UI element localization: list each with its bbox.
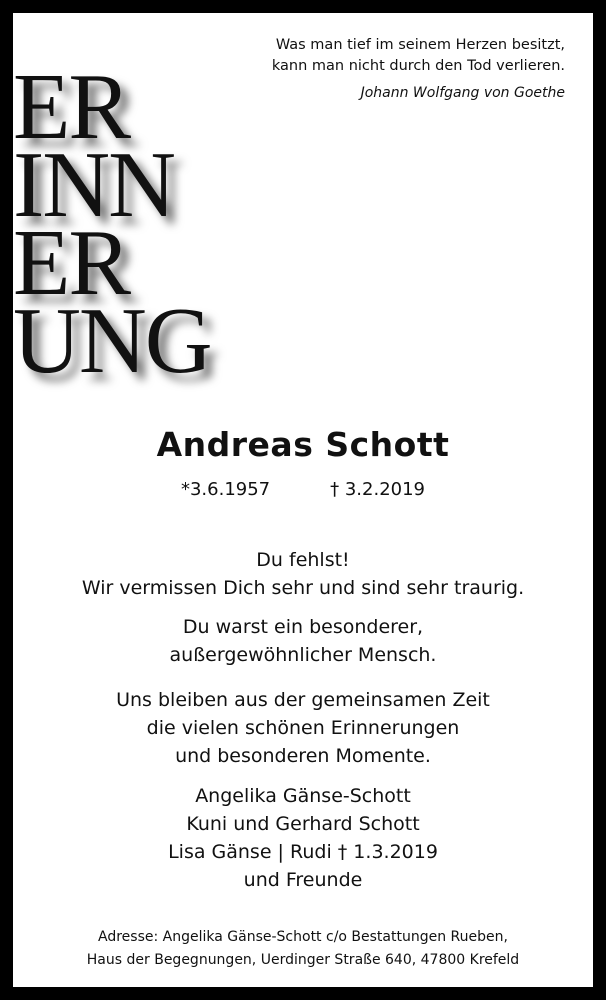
signatory: und Freunde: [243, 869, 363, 891]
headline-line-4: UNG: [13, 289, 211, 393]
erinnerung-headline: [13, 55, 211, 393]
headline-line-1: ER: [13, 55, 130, 159]
paragraph-line: außergewöhnlicher Mensch.: [169, 644, 437, 666]
address-line-1: Adresse: Angelika Gänse-Schott c/o Bestattungen Rueben,: [98, 929, 508, 945]
deceased-name: Andreas Schott: [156, 425, 450, 464]
paragraph-line: Du fehlst!: [256, 549, 350, 571]
birth-date: *3.6.1957: [180, 479, 271, 500]
goethe-quote: [235, 35, 565, 104]
signatory: Lisa Gänse | Rudi † 1.3.2019: [168, 841, 438, 863]
headline-line-2: INN: [13, 133, 175, 237]
paragraph-line: Du warst ein besonderer,: [182, 616, 424, 638]
paragraph-1: [13, 546, 593, 602]
paragraph-line: Uns bleiben aus der gemeinsamen Zeit: [116, 689, 490, 711]
signatory: Kuni und Gerhard Schott: [186, 813, 420, 835]
paragraph-3: [13, 686, 593, 770]
life-dates: [13, 479, 593, 500]
quote-line-1: Was man tief im seinem Herzen besitzt,: [275, 37, 565, 53]
address-block: [13, 926, 593, 972]
paragraph-line: Wir vermissen Dich sehr und sind sehr traurig.: [81, 577, 525, 599]
quote-line-2: kann man nicht durch den Tod verlieren.: [271, 58, 565, 74]
signatories: [13, 782, 593, 894]
headline-line-3: ER: [13, 211, 130, 315]
paragraph-2: [13, 613, 593, 669]
paragraph-line: und besonderen Momente.: [175, 745, 431, 767]
paragraph-line: die vielen schönen Erinnerungen: [146, 717, 460, 739]
address-line-2: Haus der Begegnungen, Uerdinger Straße 640, 47800 Krefeld: [86, 952, 520, 968]
signatory: Angelika Gänse-Schott: [195, 785, 411, 807]
quote-author: Johann Wolfgang von Goethe: [360, 85, 565, 101]
death-date: † 3.2.2019: [330, 479, 426, 500]
